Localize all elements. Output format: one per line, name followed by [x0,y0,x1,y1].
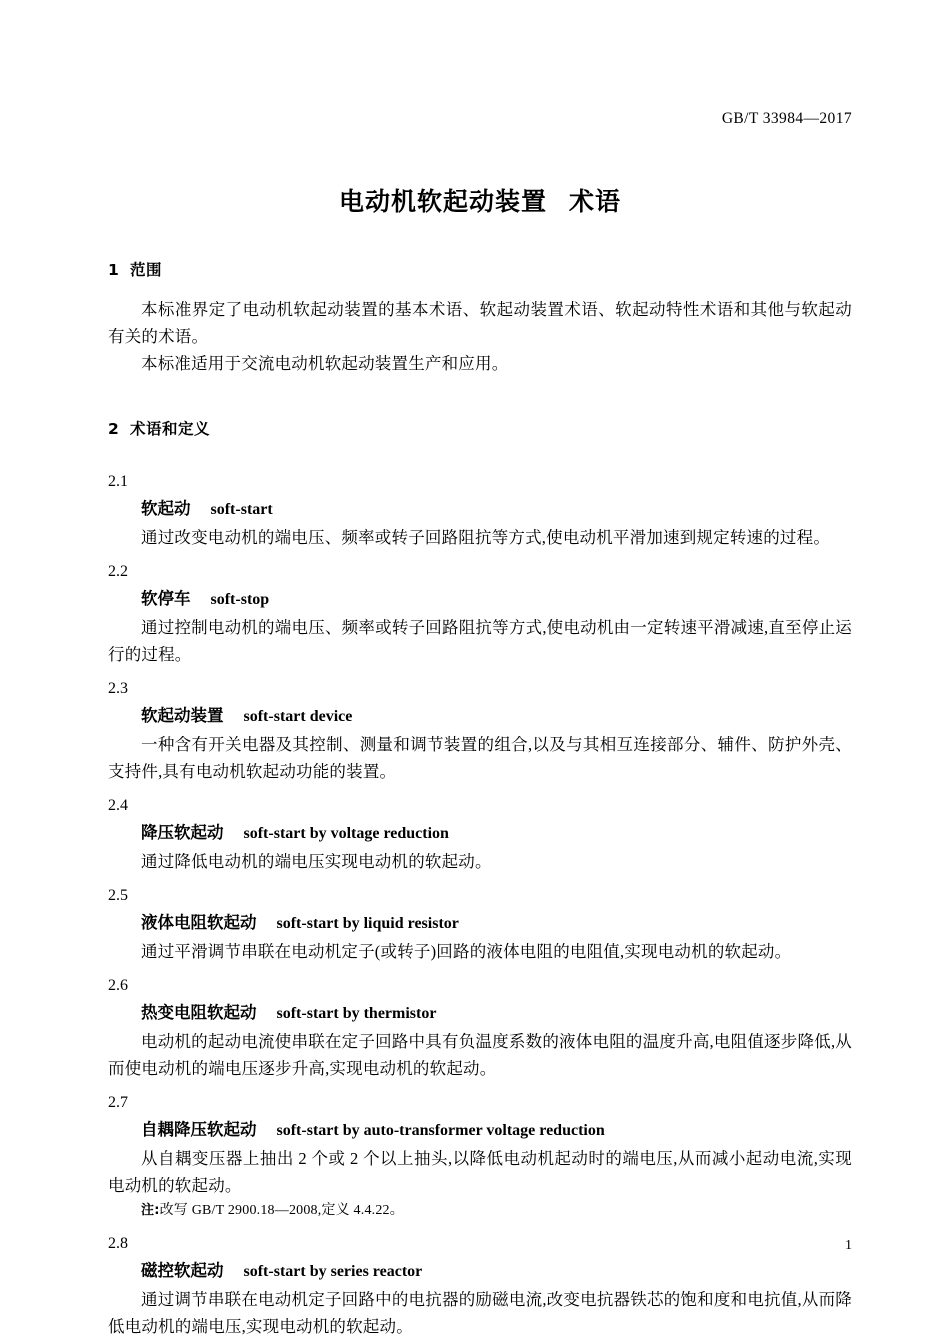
title-main: 电动机软起动装置 [338,187,547,216]
term-chinese: 液体电阻软起动 [141,913,257,932]
term-heading [141,1257,852,1286]
term-number: 2.7 [108,1094,128,1111]
note-text: 改写 GB/T 2900.18—2008,定义 4.4.22。 [159,1203,404,1218]
term-number: 2.8 [108,1235,128,1252]
term-chinese: 降压软起动 [141,823,224,842]
term-chinese: 软起动装置 [141,706,224,725]
term-entry [108,793,852,875]
term-number: 2.1 [108,473,128,490]
term-chinese: 热变电阻软起动 [141,1003,257,1022]
term-definition: 通过平滑调节串联在电动机定子(或转子)回路的液体电阻的电阻值,实现电动机的软起动。 [141,942,792,961]
term-definition: 电动机的起动电流使串联在定子回路中具有负温度系数的液体电阻的温度升高,电阻值逐步降低,从而使电动机的端电压逐步升高,实现电动机的软起动。 [108,1032,852,1078]
term-english: soft-start by liquid resistor [276,915,459,932]
term-heading [141,495,852,524]
term-definition: 从自耦变压器上抽出 2 个或 2 个以上抽头,以降低电动机起动时的端电压,从而减小起动电流,实现电动机的软起动。 [108,1149,852,1195]
term-number: 2.2 [108,563,128,580]
term-chinese: 磁控软起动 [141,1261,224,1280]
term-entry [108,883,852,965]
term-entry [108,1231,852,1340]
term-chinese: 自耦降压软起动 [141,1120,257,1139]
section-heading-terms [108,417,852,439]
scope-paragraph-1: 本标准界定了电动机软起动装置的基本术语、软起动装置术语、软起动特性术语和其他与软起动有关的术语。 [108,300,852,346]
term-note [108,1199,852,1223]
section-label-2: 术语和定义 [130,420,211,438]
page-title [108,182,852,218]
term-heading [141,819,852,848]
page-number: 1 [845,1238,852,1253]
page-content [108,0,852,1340]
term-entry [108,1090,852,1223]
term-heading [141,909,852,938]
term-heading [141,702,852,731]
section-number-2: 2 [108,420,120,438]
term-english: soft-start [210,501,273,518]
scope-paragraph-2: 本标准适用于交流电动机软起动装置生产和应用。 [141,354,509,373]
page-header [108,110,852,130]
term-number: 2.3 [108,680,128,697]
term-definition: 通过控制电动机的端电压、频率或转子回路阻抗等方式,使电动机由一定转速平滑减速,直至停止运行的过程。 [108,618,852,664]
term-number: 2.6 [108,977,128,994]
term-heading [141,585,852,614]
term-entry [108,973,852,1082]
term-chinese: 软起动 [141,499,191,518]
title-sub: 术语 [569,187,622,216]
term-english: soft-start by series reactor [243,1263,423,1280]
term-number: 2.4 [108,797,128,814]
term-heading [141,1116,852,1145]
term-english: soft-start by auto-transformer voltage reduction [276,1122,605,1139]
term-number: 2.5 [108,887,128,904]
section-label-1: 范围 [130,261,163,279]
term-definition: 通过降低电动机的端电压实现电动机的软起动。 [141,852,492,871]
term-english: soft-start device [243,708,353,725]
term-entry [108,469,852,551]
spacer [108,439,852,461]
term-definition: 通过改变电动机的端电压、频率或转子回路阻抗等方式,使电动机平滑加速到规定转速的过程。 [141,528,831,547]
spacer [108,280,852,296]
term-english: soft-start by thermistor [276,1005,437,1022]
term-heading [141,999,852,1028]
term-english: soft-stop [210,591,270,608]
section-number-1: 1 [108,261,120,279]
term-english: soft-start by voltage reduction [243,825,449,842]
term-chinese: 软停车 [141,589,191,608]
term-entry [108,559,852,668]
standard-code: GB/T 33984—2017 [721,110,852,127]
section-heading-scope [108,258,852,280]
term-entry [108,676,852,785]
term-definition: 通过调节串联在电动机定子回路中的电抗器的励磁电流,改变电抗器铁芯的饱和度和电抗值,从而降低电动机的端电压,实现电动机的软起动。 [108,1290,852,1336]
note-label: 注: [141,1203,160,1218]
term-definition: 一种含有开关电器及其控制、测量和调节装置的组合,以及与其相互连接部分、辅件、防护外壳、支持件,具有电动机软起动功能的装置。 [108,735,852,781]
